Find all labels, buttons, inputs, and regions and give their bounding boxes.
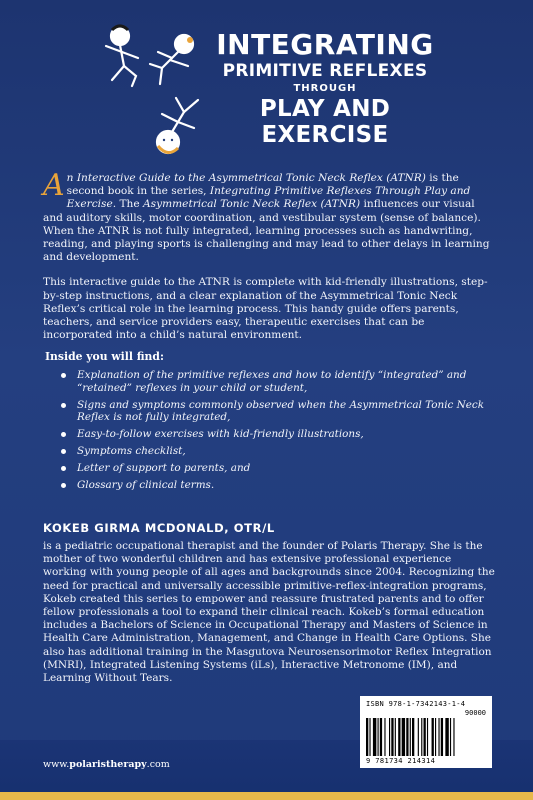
intro-italic-b: Integrating Primitive Reflexes Through Play and Exercise: [66, 185, 471, 211]
barcode-bar: [445, 718, 448, 756]
inside-heading: Inside you will find:: [45, 350, 164, 363]
barcode-bar: [450, 718, 451, 756]
book-title: [200, 30, 450, 148]
barcode-bars-icon: [366, 718, 486, 756]
intro-paragraph-1: [43, 168, 495, 264]
barcode-bar: [432, 718, 434, 756]
intro-italic-a: n Interactive Guide to the Asymmetrical Tonic Neck Reflex (ATNR): [66, 172, 426, 184]
list-item: Signs and symptoms commonly observed when the Asymmetrical Tonic Neck Reflex is not fully integrated,: [47, 399, 495, 425]
barcode-bar: [418, 718, 419, 756]
website-link[interactable]: [43, 759, 170, 770]
barcode-bar: [438, 718, 439, 756]
barcode-bar: [424, 718, 426, 756]
barcode-bar: [366, 718, 368, 756]
barcode-bar: [421, 718, 422, 756]
barcode-bar: [395, 718, 396, 756]
barcode-bar: [406, 718, 408, 756]
bullet-icon: [61, 483, 66, 488]
inside-section: [43, 350, 495, 495]
barcode-bar: [441, 718, 443, 756]
list-item: Explanation of the primitive reflexes and how to identify “integrated” and “retained” reflexes in your child or student,: [47, 369, 495, 395]
barcode-bar: [373, 718, 376, 756]
title-line-3: THROUGH: [293, 83, 357, 94]
list-item: Letter of support to parents, and: [47, 462, 495, 475]
barcode-bar: [391, 718, 393, 756]
barcode-bar: [402, 718, 405, 756]
bullet-icon: [61, 466, 66, 471]
website-suffix: .com: [146, 759, 170, 770]
intro-italic-c: Asymmetrical Tonic Neck Reflex (ATNR): [143, 198, 361, 211]
barcode-bar: [427, 718, 428, 756]
bottom-accent-strip: [0, 792, 533, 800]
barcode-bar: [410, 718, 411, 756]
intro-text-c: influences our visual and auditory skills, motor coordination, and vestibular system (sense of balance). When the ATNR is not fully integrated, learning processes such as handwriting, reading, and playing sports is challenging and may lead to other delays in learning and development.: [43, 198, 490, 264]
barcode-bar: [389, 718, 390, 756]
isbn-label: ISBN 978-1-7342143-1-4: [366, 700, 466, 708]
title-line-2: PRIMITIVE REFLEXES: [222, 61, 428, 81]
bullet-icon: [61, 403, 66, 408]
bullet-icon: [61, 432, 66, 437]
title-line-1: INTEGRATING: [216, 28, 434, 61]
intro-text-a: is the second book in the series,: [66, 172, 459, 198]
barcode-bar: [435, 718, 436, 756]
list-item: Glossary of clinical terms.: [47, 479, 495, 492]
drop-cap: A: [43, 168, 65, 203]
intro-text-b: . The: [112, 198, 144, 211]
bullet-icon: [61, 373, 66, 378]
intro-section: [43, 168, 495, 342]
website-domain: polaristherapy: [69, 759, 147, 770]
barcode-bar: [384, 718, 385, 756]
barcode-bar: [453, 718, 454, 756]
barcode: [360, 696, 492, 768]
price-code: 90000: [464, 709, 486, 717]
title-line-4: PLAY AND EXERCISE: [259, 96, 391, 148]
author-section: [43, 521, 493, 539]
barcode-bar: [398, 718, 400, 756]
barcode-bar: [369, 718, 370, 756]
intro-paragraph-2: This interactive guide to the ATNR is complete with kid-friendly illustrations, step-by-step instructions, and a clear explanation of the Asymmetrical Tonic Neck Reflex’s critical role in the learning process. This handy guide offers parents, teachers, and service providers easy, therapeutic exercises that can be incorporated into a child’s natural environment.: [43, 276, 488, 342]
website-prefix: www.: [43, 759, 70, 770]
inside-list: [43, 369, 495, 491]
barcode-number: 9 781734 214314: [366, 757, 436, 765]
barcode-bar: [412, 718, 414, 756]
barcode-bar: [378, 718, 379, 756]
bullet-icon: [61, 449, 66, 454]
author-bio: is a pediatric occupational therapist and the founder of Polaris Therapy. She is the mother of two wonderful children and has extensive professional experience working with young people of all ages and backgrounds since 2004. Recognizing the need for practical and universally accessible primitive-reflex-integration programs, Kokeb created this series to empower and reassure frustrated parents and to offer fellow professionals a tool to expand their clinical reach. Kokeb’s formal education includes a Bachelors of Science in Occupational Therapy and Masters of Science in Health Care Administration, Management, and Change in Health Care Options. She also has additional training in the Masgutova Neurosensorimotor Reflex Integration (MNRI), Integrated Listening Systems (iLs), Interactive Metronome (IM), and Learning Without Tears.: [43, 540, 495, 685]
barcode-bar: [380, 718, 382, 756]
author-name: KOKEB GIRMA MCDONALD, OTR/L: [43, 521, 275, 535]
list-item: Easy-to-follow exercises with kid-friendly illustrations,: [47, 428, 495, 441]
list-item: Symptoms checklist,: [47, 445, 495, 458]
